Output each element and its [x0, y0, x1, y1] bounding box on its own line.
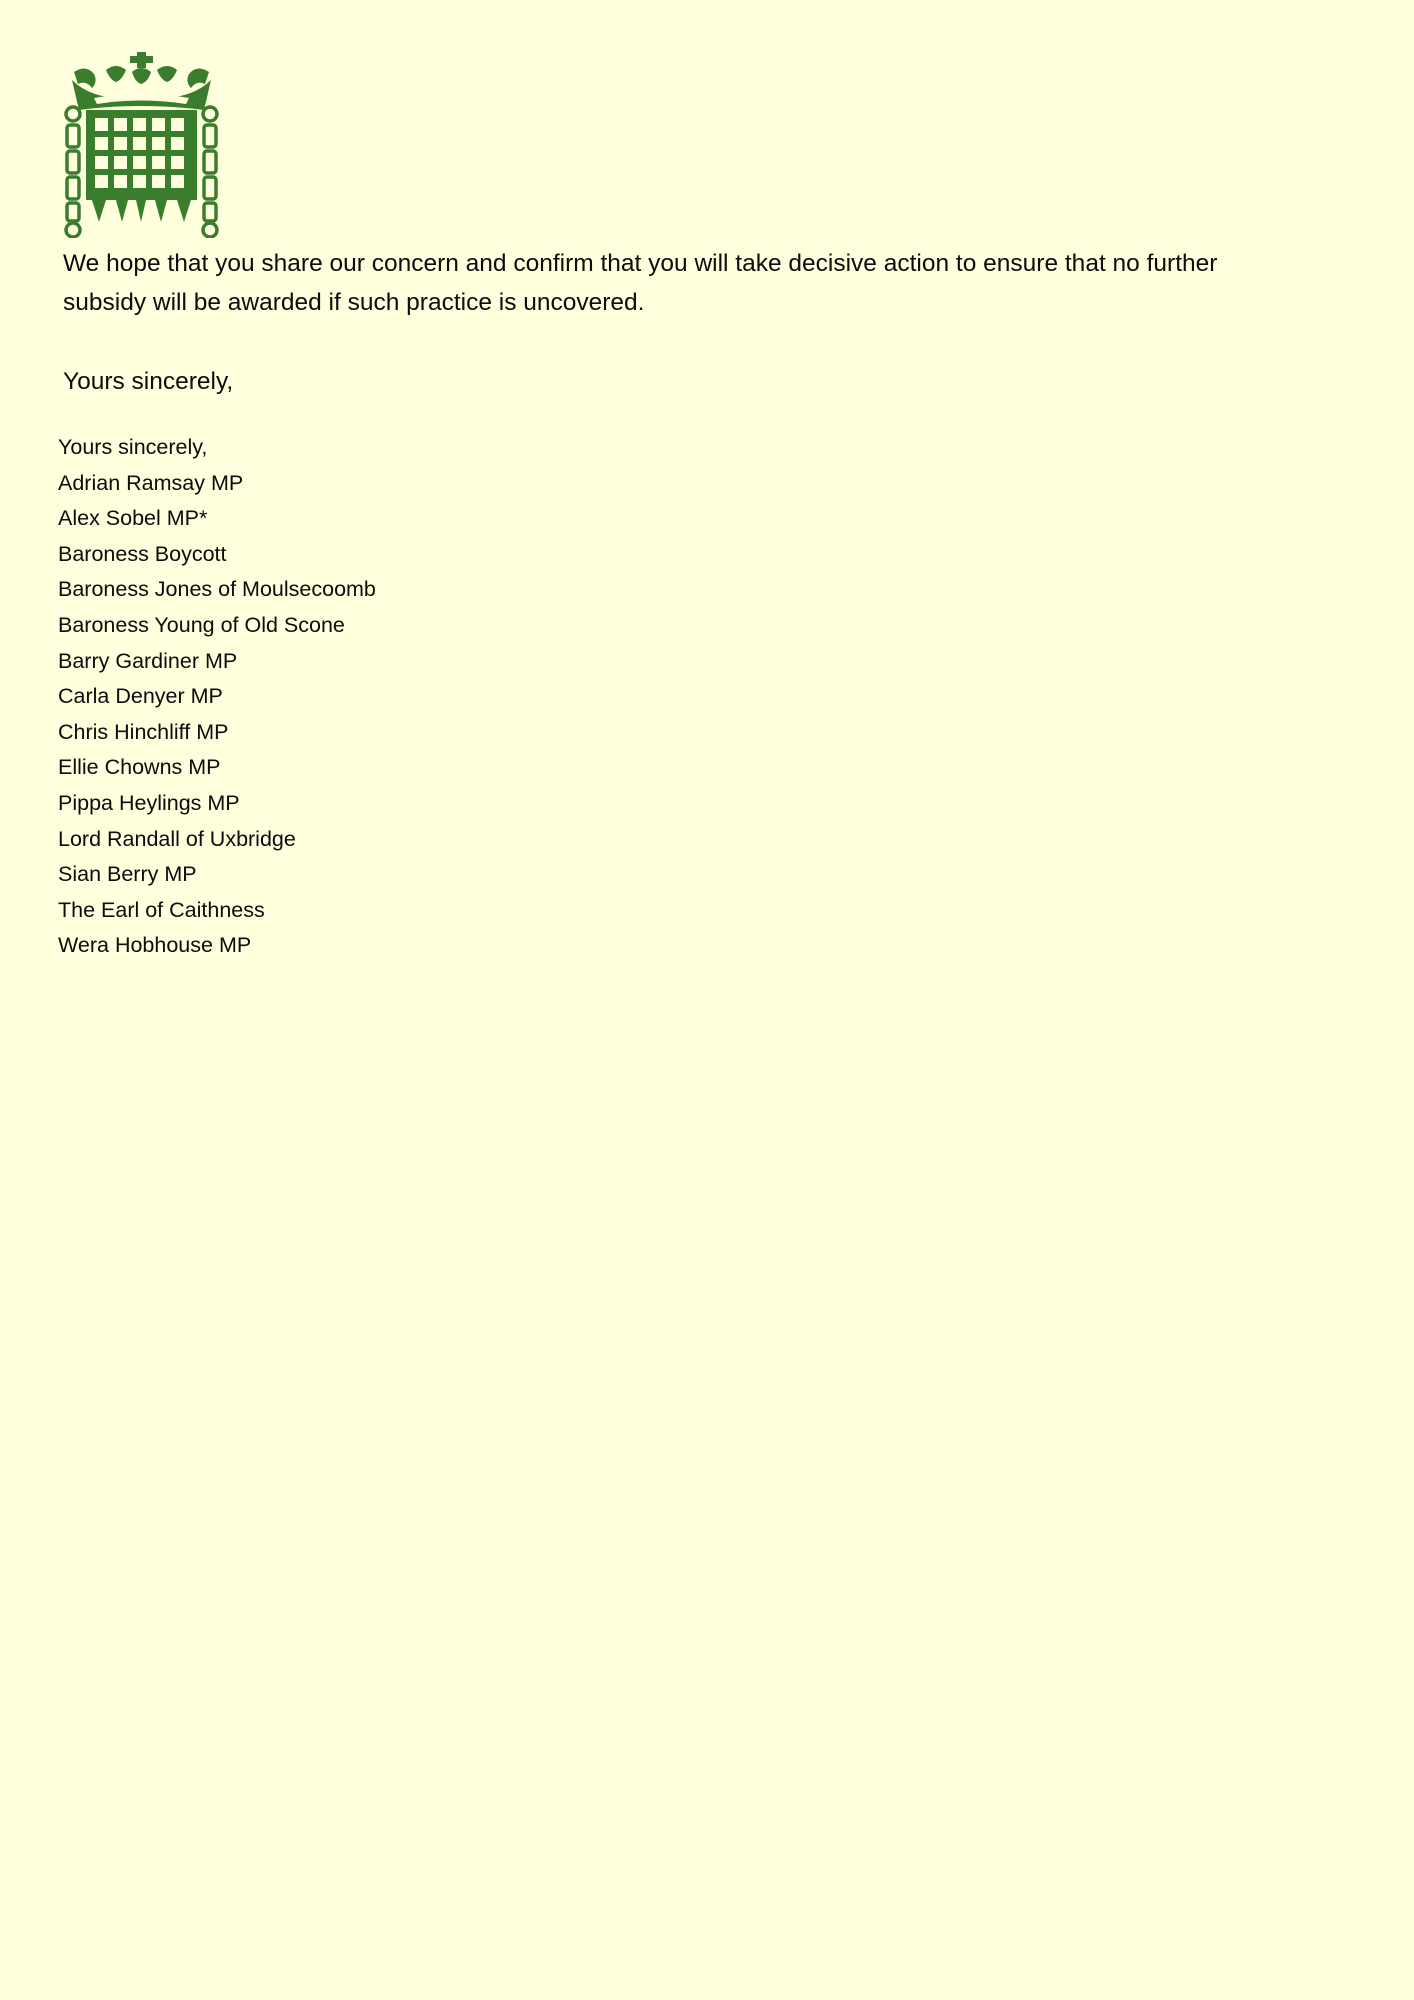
- list-item: Wera Hobhouse MP: [58, 933, 252, 958]
- list-item: The Earl of Caithness: [58, 897, 265, 922]
- list-item: Chris Hinchliff MP: [58, 719, 229, 744]
- signatory-list: [58, 430, 376, 964]
- list-item: Barry Gardiner MP: [58, 648, 238, 673]
- list-item: Alex Sobel MP*: [58, 506, 208, 531]
- portcullis-crest-icon: [64, 50, 219, 238]
- letter-closing: Yours sincerely,: [63, 368, 234, 395]
- list-item: Pippa Heylings MP: [58, 790, 240, 815]
- list-item: Sian Berry MP: [58, 862, 197, 887]
- list-item: Carla Denyer MP: [58, 684, 223, 709]
- list-item: Baroness Boycott: [58, 541, 227, 566]
- list-item: Ellie Chowns MP: [58, 755, 221, 780]
- signatory-closing: Yours sincerely,: [58, 435, 208, 459]
- list-item: Baroness Young of Old Scone: [58, 612, 345, 637]
- list-item: Lord Randall of Uxbridge: [58, 826, 296, 851]
- list-item: Baroness Jones of Moulsecoomb: [58, 577, 376, 602]
- letter-body-paragraph: We hope that you share our concern and confirm that you will take decisive action to ensure that no further subsidy will be awarded if such practice is uncovered.: [63, 250, 1218, 316]
- list-item: Adrian Ramsay MP: [58, 470, 244, 495]
